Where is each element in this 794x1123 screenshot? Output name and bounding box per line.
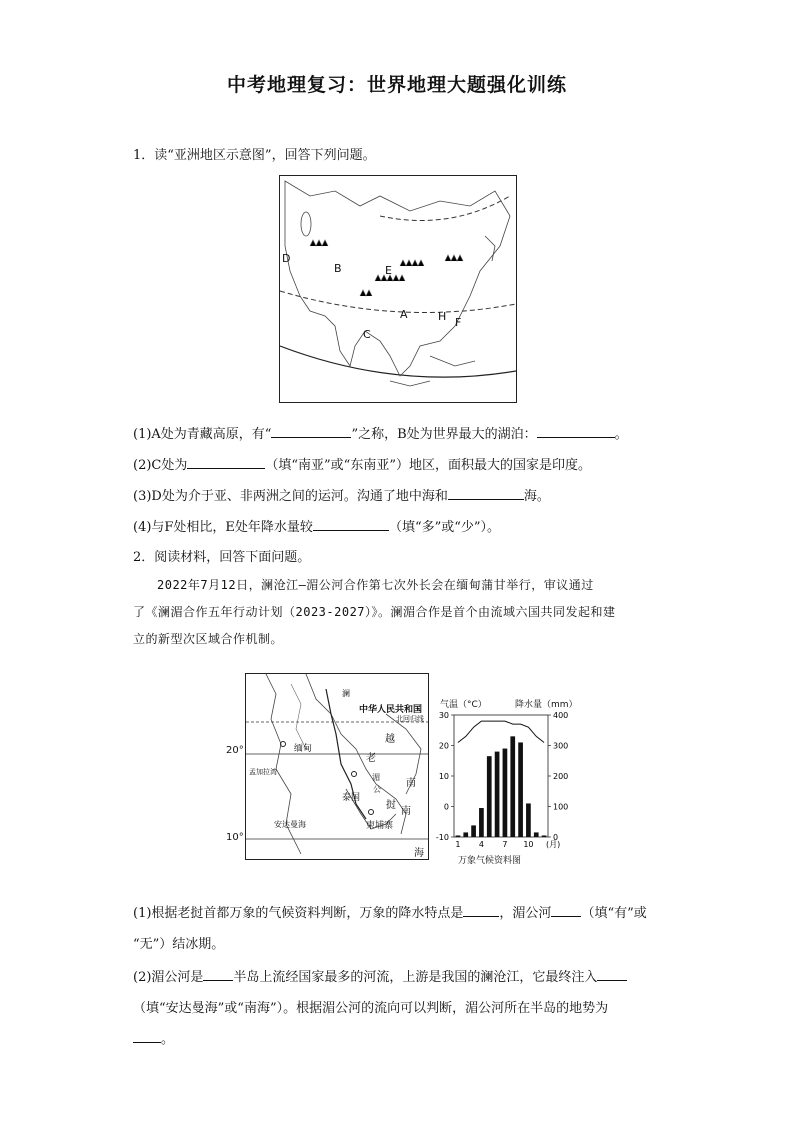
right-tick-label: 0 — [553, 833, 559, 842]
answer-blank[interactable] — [551, 904, 581, 917]
left-tick-label: 0 — [443, 802, 449, 812]
map2-myanmar: 缅甸 — [294, 744, 313, 754]
precip-bar — [463, 832, 468, 837]
left-tick-label: 20 — [438, 741, 449, 751]
map-label-f: F — [455, 316, 462, 329]
x-tick-label: 4 — [478, 840, 484, 849]
x-axis-label: (月) — [546, 840, 561, 849]
answer-blank[interactable] — [463, 904, 499, 917]
temperature-line — [458, 721, 544, 742]
map-label-c: C — [363, 328, 371, 341]
q2-sub1: (1)根据老挝首都万象的气候资料判断，万象的降水特点是 ，湄公河 （填“有”或 — [133, 906, 647, 921]
map2-laos-1: 老 — [366, 753, 376, 764]
map2-vietnam-1: 越 — [385, 734, 395, 745]
map2-tropic: 北回归线 — [396, 715, 424, 723]
precip-bar — [495, 752, 500, 837]
left-tick-label: 10 — [438, 772, 449, 781]
precip-bar — [526, 803, 531, 837]
map2-sea: 海 — [414, 848, 424, 859]
answer-blank[interactable] — [133, 1030, 161, 1043]
x-tick-label: 1 — [455, 840, 461, 849]
precip-bar — [479, 808, 484, 837]
left-tick-label: -10 — [435, 833, 449, 842]
q1-sub2: (2)C处为 （填“南亚”或“东南亚”）地区，面积最大的国家是印度。 — [133, 458, 591, 473]
map2-lat20: 20° — [226, 745, 244, 756]
map2-china: 中华人民共和国 — [359, 705, 423, 715]
map2-lat10: 10° — [226, 832, 244, 843]
x-tick-label: 7 — [502, 840, 508, 849]
map2-andaman: 安达曼海 — [274, 820, 306, 829]
map2-lancang: 澜 — [342, 689, 350, 698]
climate-chart — [430, 695, 580, 865]
q1-sub4: (4)与F处相比，E处年降水量较 （填“多”或“少”）。 — [133, 520, 501, 535]
map-label-h: H — [438, 310, 447, 323]
map-label-d: D — [282, 252, 291, 265]
answer-blank[interactable] — [448, 487, 524, 500]
answer-blank[interactable] — [187, 456, 265, 469]
chart-title: 万象气候资料图 — [458, 856, 522, 866]
map-label-b: B — [334, 262, 342, 275]
precip-bar — [510, 736, 515, 837]
right-tick-label: 200 — [553, 772, 569, 781]
map-label-a: A — [400, 308, 408, 321]
left-tick-label: 30 — [438, 711, 449, 720]
right-tick-label: 300 — [553, 741, 569, 751]
map2-cambodia: 柬埔寨 — [366, 821, 394, 831]
right-tick-label: 400 — [553, 711, 569, 720]
q2-sub2-cont: （填“安达曼海”或“南海”）。根据湄公河的流向可以判断，湄公河所在半岛的地势为 — [133, 1001, 609, 1016]
map2-south: 南 — [401, 806, 411, 817]
mekong-map — [245, 673, 429, 860]
answer-blank[interactable] — [203, 968, 233, 981]
q2-sub2: (2)湄公河是 半岛上流经国家最多的河流，上游是我国的澜沧江，它最终注入 — [133, 966, 627, 985]
page-title: 中考地理复习：世界地理大题强化训练 — [226, 74, 567, 96]
map-label-e: E — [385, 264, 392, 277]
precip-bar — [456, 835, 461, 837]
map2-vietnam-2: 南 — [406, 778, 416, 789]
asia-map — [279, 175, 517, 403]
chart-left-label: 气温（°C） — [440, 700, 487, 710]
q2-material: 2022年7月12日，澜沧江—湄公河合作第七次外长会在缅甸蒲甘举行，审议通过 了《澜湄合作五年行动计划（2023-2027）》。澜湄合作是首个由流域六国共同发起和建 立的新型次区域合作机制。 — [133, 578, 616, 646]
precip-bar — [471, 825, 476, 837]
q2-stem: 2．阅读材料，回答下面问题。 — [133, 550, 311, 565]
q2-sub1-cont: “无”）结冰期。 — [133, 937, 225, 952]
map2-thailand: 泰国 — [342, 793, 361, 803]
answer-blank[interactable] — [537, 425, 615, 438]
map2-mekong-1: 湄 — [372, 773, 380, 782]
right-tick-label: 100 — [553, 802, 569, 812]
answer-blank[interactable] — [313, 518, 389, 531]
precip-bar — [534, 832, 539, 837]
answer-blank[interactable] — [271, 425, 351, 438]
q1-sub1: (1)A处为青藏高原，有“ ”之称，B处为世界最大的湖泊： 。 — [133, 427, 628, 442]
precip-bar — [503, 749, 508, 837]
q2-sub2-end: 。 — [133, 1028, 174, 1047]
map2-bengal: 孟加拉湾 — [249, 768, 277, 776]
precip-bar — [542, 835, 547, 837]
precip-bar — [518, 742, 523, 837]
map2-mekong-2: 公 — [373, 785, 381, 794]
x-tick-label: 10 — [523, 840, 534, 849]
q1-sub3: (3)D处为介于亚、非两洲之间的运河。沟通了地中海和 海。 — [133, 489, 550, 504]
q1-stem: 1．读“亚洲地区示意图”，回答下列问题。 — [133, 148, 376, 163]
chart-right-label: 降水量（mm） — [515, 700, 578, 710]
answer-blank[interactable] — [597, 968, 627, 981]
precip-bar — [487, 756, 492, 837]
map2-laos-2: 挝 — [386, 800, 396, 811]
